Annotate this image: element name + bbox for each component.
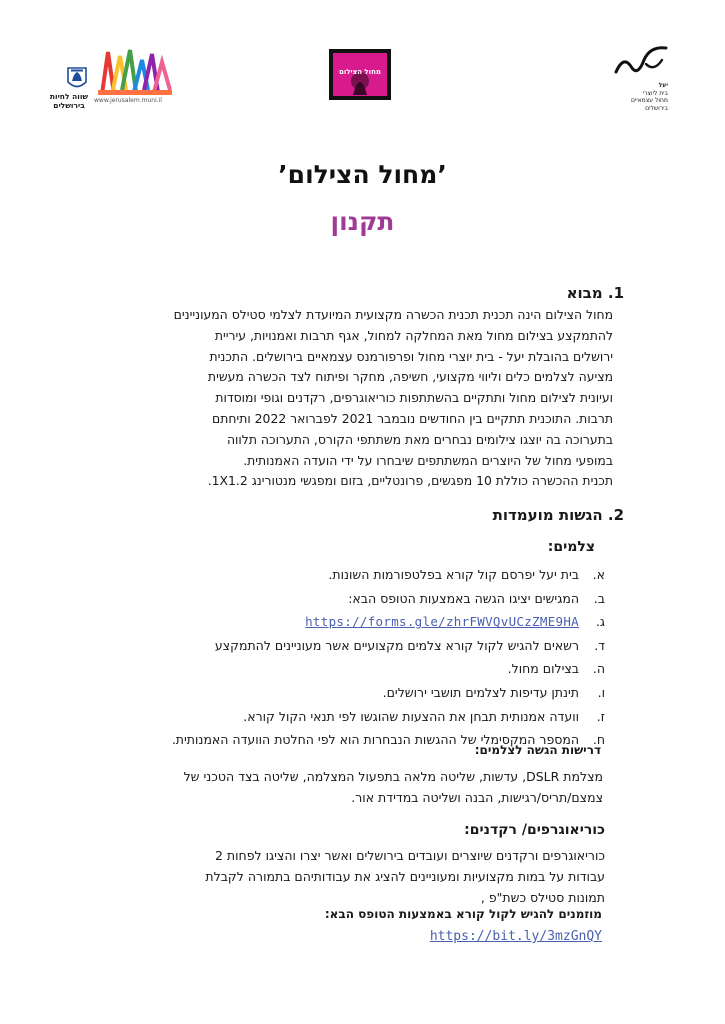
list-marker: ה. [592, 661, 605, 677]
list-marker: א. [592, 567, 605, 582]
page-subtitle: תקנון [330, 207, 395, 236]
paragraph-line: כוריאוגרפים ורקדנים שיוצרים ועובדים בירושלים ואשר יצרו והציגו לפחות 2 [214, 848, 605, 863]
list-item [95, 705, 605, 729]
yael-signature-icon [610, 42, 670, 80]
photographers-heading: צלמים: [547, 539, 595, 555]
list-item-text: המגישים יציגו הגשה באמצעות הטופס הבא: [348, 590, 580, 606]
list-item [95, 587, 605, 611]
list-item [95, 610, 605, 634]
list-item-text: וועדה אמנותית תבחן את ההצעות שהוגשו לפי תנאי הקול קורא. [243, 708, 580, 724]
yael-logo-line: בית ליוצרי [642, 89, 668, 97]
list-item-text: המספר המקסימלי של ההגשות הנבחרות הוא לפי החלטת הוועדה האמנותית. [171, 732, 580, 748]
list-item-text: בצילום מחול. [507, 661, 580, 677]
paragraph-line: מצלמת DSLR, עדשות, שליטה מלאה בתפעול המצלמה, שליטה בצד הטכני של [183, 769, 603, 784]
choreographers-invite: מוזמנים להגיש לקול קורא באמצעות הטופס הבא: [324, 907, 602, 921]
paragraph-line: ירושלים בהובלת יעל - בית יוצרי מחול ופרפורמנס עצמאיים בירושלים. התכנית [209, 348, 613, 364]
jerusalem-tagline: שווה לחיות בירושלים [49, 92, 89, 110]
list-marker: ז. [596, 708, 605, 724]
list-item [95, 657, 605, 681]
list-item-text: תינתן עדיפות לצלמים תושבי ירושלים. [382, 684, 580, 700]
jerusalem-logo [46, 44, 176, 110]
paragraph-line: מציעה לצלמים כלים וליווי מקצועי, חשיפה, מחקר ופיתוח לצד הכשרה מעשית [207, 369, 613, 385]
jerusalem-url: www.jerusalem.muni.il [94, 97, 162, 104]
choreographers-body [105, 845, 605, 908]
paragraph-line: במופעי מחול של היוצרים המשתתפים שיבחרו על ידי הועדה האמנותית. [243, 452, 613, 468]
section-2-heading: 2. הגשות מועמדות [492, 506, 624, 524]
list-marker: ג. [595, 614, 605, 630]
list-item-text: רשאים להגיש לקול קורא צלמים מקצועיים אשר מעוניינים להתמקצע [214, 637, 580, 653]
paragraph-line: צמצם/תריס/רגישות, הבנה ושליטה במדידת אור. [351, 790, 603, 805]
list-item [95, 563, 605, 587]
paragraph-line: מחול הצילום הינה תכנית תכנית הכשרה מקצועית המיועדת לצלמי סטילס המעוניינים [173, 307, 613, 322]
bitly-link[interactable]: https://bit.ly/3mzGnQY [429, 929, 602, 944]
yael-logo-line: בירושלים [645, 104, 668, 112]
list-marker: ד. [594, 637, 605, 653]
page-title: ’מחול הצילום’ [278, 160, 447, 189]
yael-logo [606, 42, 676, 118]
requirements-heading: דרישות הגשה לצלמים: [474, 743, 601, 757]
jerusalem-colorful-icon [94, 46, 174, 98]
paragraph-line: תמונות סטילס כשת"פ , [480, 890, 605, 905]
yael-logo-line: מחול עצמאיים [630, 97, 668, 104]
choreographers-heading: כוריאוגרפים/ רקדנים: [464, 822, 605, 838]
paragraph-line: ועיונית לצילום מחול ותתקיים בהשתתפות כוריאוגרפים, רקדנים וגופי ומוסדות [215, 390, 613, 406]
photo-dance-logo [329, 49, 391, 100]
yael-logo-line: יעל [658, 82, 668, 89]
list-item [95, 681, 605, 705]
forms-link[interactable]: https://forms.gle/zhrFWVQvUCzZME9HA [305, 614, 580, 630]
photo-dance-logo-text: מחול הצילום [339, 68, 381, 76]
section-1-body [93, 305, 613, 492]
list-marker: ח. [592, 732, 605, 748]
paragraph-line: עבודות על במות מקצועיות ומעוניינים להציג את עבודותיהם בתמורה לקבלת [205, 869, 605, 884]
paragraph-line: בתערוכה בה יוצגו צילומים נבחרים מאת משתתפי הקורס, התערוכה תלווה [226, 431, 613, 447]
paragraph-line: תכנית ההכשרה כוללת 10 מפגשים, פרונטליים, בזום ומפגשי מנטורינג 1X1.2. [207, 473, 613, 489]
list-item-text: בית יעל יפרסם קול קורא בפלטפורמות השונות. [328, 567, 580, 582]
paragraph-line: תרבות. התוכנית תתקיים בין החודשים נובמבר 2021 לפברואר 2022 ותיחתם [211, 410, 613, 426]
requirements-body [103, 766, 603, 808]
section-1-heading: 1. מבוא [566, 284, 624, 302]
jerusalem-emblem-icon [66, 66, 88, 92]
paragraph-line: להתמקצע בצילום מחול מאת המחלקה למחול, אגף תרבות ואמנויות, עיריית [214, 327, 613, 343]
list-marker: ב. [593, 590, 605, 606]
list-marker: ו. [597, 684, 605, 700]
yael-logo-lines [608, 82, 668, 112]
list-item [95, 634, 605, 658]
photographers-list [95, 563, 605, 752]
